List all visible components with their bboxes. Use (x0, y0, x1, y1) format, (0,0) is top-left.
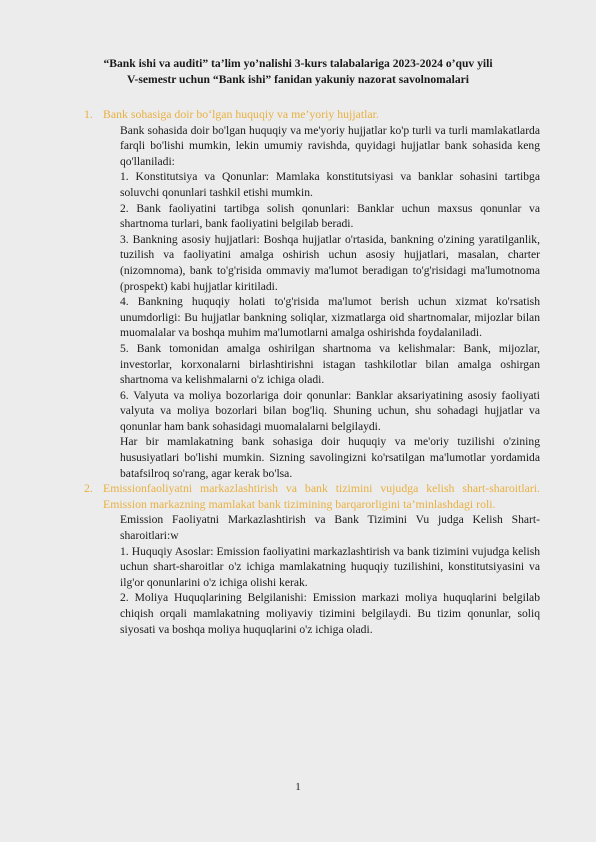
answer-paragraph: 5. Bank tomonidan amalga oshirilgan shartnoma va kelishmalar: Bank, mijozlar, investorlar, korxonalarni birlashtirishni istagan tashkilotlar bilan amalga oshirgan shartnoma va kelishmalarni o'z ichiga oladi. (120, 341, 540, 387)
answer-paragraph: Har bir mamlakatning bank sohasiga doir huquqiy va me'oriy tuzilishi o'zining hususiyatlari bo'lishi mumkin. Sizning savolingizni ko'rsatilgan ma'lumotlar yordamida batafsilroq so'rang, agar kerak bo'lsa. (120, 435, 540, 480)
answer-paragraph: 2. Moliya Huquqlarining Belgilanishi: Emission markazi moliya huquqlarini belgilab chiqish orqali mamlakatning moliyaviy tizimini belgilaydi. Bu tizim qonunlar, soliq siyosati va boshqa moliya huquqlarini o'z ichiga oladi. (120, 591, 540, 636)
answer-paragraph: Emission Faoliyatni Markazlashtirish va Bank Tizimini Vu judga Kelish Shart-sharoitlari:w (120, 513, 540, 543)
answer-paragraph: 6. Valyuta va moliya bozorlariga doir qonunlar: Banklar aksariyatining asosiy faoliyati valyuta va moliya bozorlari bilan bog'liq. Shuning uchun, shu sohadagi hujjatlar va qonunlar ham bank sohasidagi muomalalarni belgilaydi. (120, 388, 540, 433)
question-text: Bank sohasiga doir bo‘lgan huquqiy va me’yoriy hujjatlar. (103, 107, 379, 121)
answer-block (84, 512, 540, 637)
title-line-2: V-semestr uchun “Bank ishi” fanidan yakuniy nazorat savolnomalari (127, 72, 469, 86)
title-line-1: “Bank ishi va auditi” ta’lim yo’nalishi 3-kurs talabalariga 2023-2024 o’quv yili (103, 57, 493, 70)
document-title (40, 56, 556, 87)
question-number: 1. (84, 107, 93, 121)
answer-paragraph: 1. Konstitutsiya va Qonunlar: Mamlaka konstitutsiyasi va banklar sohasini tartibga soluvchi qonunlari tashkil etishi mumkin. (120, 170, 540, 199)
answer-block (84, 123, 540, 482)
question-text: Emissionfaoliyatni markazlashtirish va bank tizimini vujudga kelish shart-sharoitlari. Emission markazning mamlakat bank tizimining barqarorligini ta’minlashdagi roli. (103, 481, 540, 511)
question-number: 2. (84, 481, 93, 496)
answer-paragraph: 2. Bank faoliyatini tartibga solish qonunlari: Banklar uchun maxsus qonunlar va shartnoma turlari, bank faoliyatini belgilab beradi. (120, 201, 540, 231)
answer-paragraph: Bank sohasida doir bo'lgan huquqiy va me'yoriy hujjatlar ko'p turli va turli mamlakatlarda farqli bo'lishi mumkin, lekin umumiy ravishda, quyidagi hujjatlar bank sohasida keng qo'llaniladi: (120, 123, 540, 168)
answer-paragraph: 3. Bankning asosiy hujjatlari: Boshqa hujjatlar o'rtasida, bankning o'zining yaratilganlik, tuzilish va faoliyatini amalga oshirish uchun asosiy hujjatlari, masalan, charter (nizomnoma), bank to'g'risida ommaviy ma'lumot beradigan to'g'risidagi ma'lumotnoma (prospekt) kabi hujjatlar kiritiladi. (120, 232, 540, 293)
question-list (84, 107, 540, 637)
question-heading (84, 481, 540, 512)
question-heading (84, 107, 540, 123)
page-number: 1 (295, 781, 301, 793)
answer-paragraph: 1. Huquqiy Asoslar: Emission faoliyatini markazlashtirish va bank tizimini vujudga kelish uchun shart-sharoitlar o'z ichiga mamlakatning huquqiy tuzilishini, konstitutsiyasini va ilg'or qonunlarini o'z ichiga olishi kerak. (120, 544, 540, 589)
answer-paragraph: 4. Bankning huquqiy holati to'g'risida ma'lumot berish uchun xizmat ko'rsatish unumdorligi: Bu hujjatlar bankning soliqlar, xizmatlarga oid shartnomalar, mijozlar bilan muomalalar va boshqa muhim ma'lumotlarni amalga oshirishda foydalaniladi. (120, 295, 540, 340)
